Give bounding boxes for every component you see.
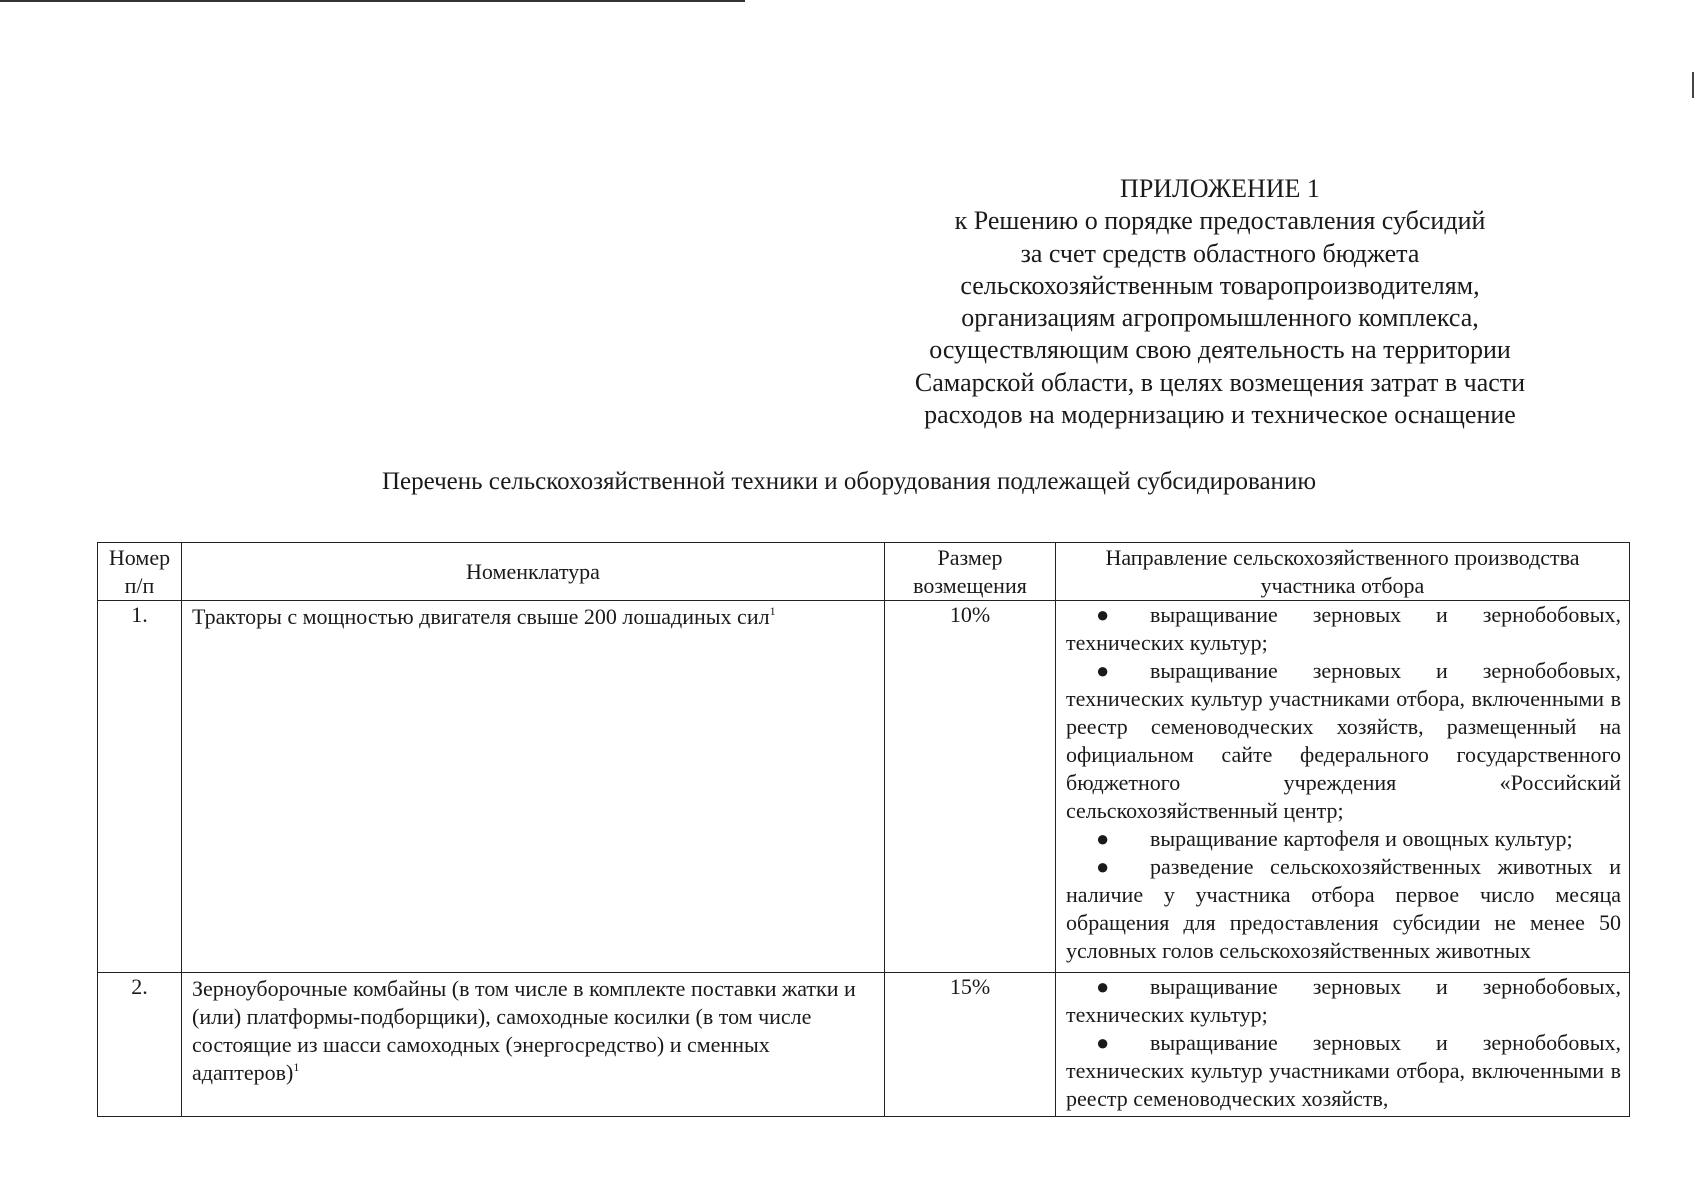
direction-item	[1066, 853, 1621, 965]
appendix-line: к Решению о порядке предоставления субсидий	[954, 206, 1486, 236]
appendix-line: Самарской области, в целях возмещения затрат в части	[914, 367, 1526, 397]
direction-item	[1066, 1029, 1621, 1113]
appendix-header	[870, 173, 1570, 431]
table-row	[98, 601, 1630, 973]
header-nomenclature: Номенклатура	[182, 543, 885, 601]
scan-edge-mark	[1692, 72, 1694, 98]
bullet-icon: ●	[1096, 974, 1110, 999]
row-size: 10%	[885, 601, 1056, 973]
direction-text: выращивание зерновых и зернобобовых, технических культур;	[1066, 602, 1621, 655]
row-directions	[1056, 601, 1630, 973]
table-row	[98, 973, 1630, 1117]
direction-item	[1066, 601, 1621, 657]
header-number: Номер п/п	[98, 543, 182, 601]
bullet-icon: ●	[1096, 854, 1110, 879]
row-directions	[1056, 973, 1630, 1117]
scan-edge-line	[0, 0, 745, 2]
direction-text: выращивание зерновых и зернобобовых, технических культур участниками отбора, включенными в реестр семеноводческих хозяйств,	[1066, 1030, 1621, 1111]
row-number: 2.	[98, 973, 182, 1117]
header-direction: Направление сельскохозяйственного производства участника отбора	[1056, 543, 1630, 601]
appendix-line: за счет средств областного бюджета	[1020, 238, 1420, 268]
direction-text: выращивание зерновых и зернобобовых, технических культур участниками отбора, включенными в реестр семеноводческих хозяйств, размещенный на официальном сайте федерального государственного бюджетного учреждения «Российский сельскохозяйственный центр;	[1066, 658, 1621, 823]
nomenclature-text: Тракторы с мощностью двигателя свыше 200 лошадиных сил	[192, 604, 770, 629]
table-header-row	[98, 543, 1630, 601]
equipment-table	[97, 542, 1630, 1117]
appendix-line: сельскохозяйственным товаропроизводителям,	[960, 270, 1480, 300]
footnote-mark: 1	[769, 604, 776, 618]
row-nomenclature	[182, 601, 885, 973]
direction-item	[1066, 973, 1621, 1029]
direction-text: разведение сельскохозяйственных животных и наличие у участника отбора первое число месяца обращения для предоставления субсидии не менее 50 условных голов сельскохозяйственных животных	[1066, 854, 1621, 963]
appendix-line: осуществляющим свою деятельность на территории	[929, 335, 1511, 365]
bullet-icon: ●	[1096, 826, 1110, 851]
bullet-icon: ●	[1096, 658, 1110, 683]
appendix-line: расходов на модернизацию и техническое оснащение	[924, 400, 1516, 430]
direction-text: выращивание зерновых и зернобобовых, технических культур;	[1066, 974, 1621, 1027]
row-number: 1.	[98, 601, 182, 973]
direction-item	[1066, 825, 1621, 853]
row-size: 15%	[885, 973, 1056, 1117]
list-title: Перечень сельскохозяйственной техники и оборудования подлежащей субсидированию	[381, 468, 1316, 495]
appendix-line: организациям агропромышленного комплекса,	[961, 303, 1479, 333]
header-size: Размер возмещения	[885, 543, 1056, 601]
footnote-mark: 1	[293, 1060, 300, 1074]
direction-text: выращивание картофеля и овощных культур;	[1150, 826, 1573, 851]
bullet-icon: ●	[1096, 602, 1110, 627]
direction-item	[1066, 657, 1621, 825]
row-nomenclature	[182, 973, 885, 1117]
appendix-title: ПРИЛОЖЕНИЕ 1	[1120, 174, 1320, 203]
bullet-icon: ●	[1096, 1030, 1110, 1055]
nomenclature-text: Зерноуборочные комбайны (в том числе в комплекте поставки жатки и (или) платформы-подборщики), самоходные косилки (в том числе состоящие из шасси самоходных (энергосредство) и сменных адаптеров)	[192, 976, 856, 1085]
